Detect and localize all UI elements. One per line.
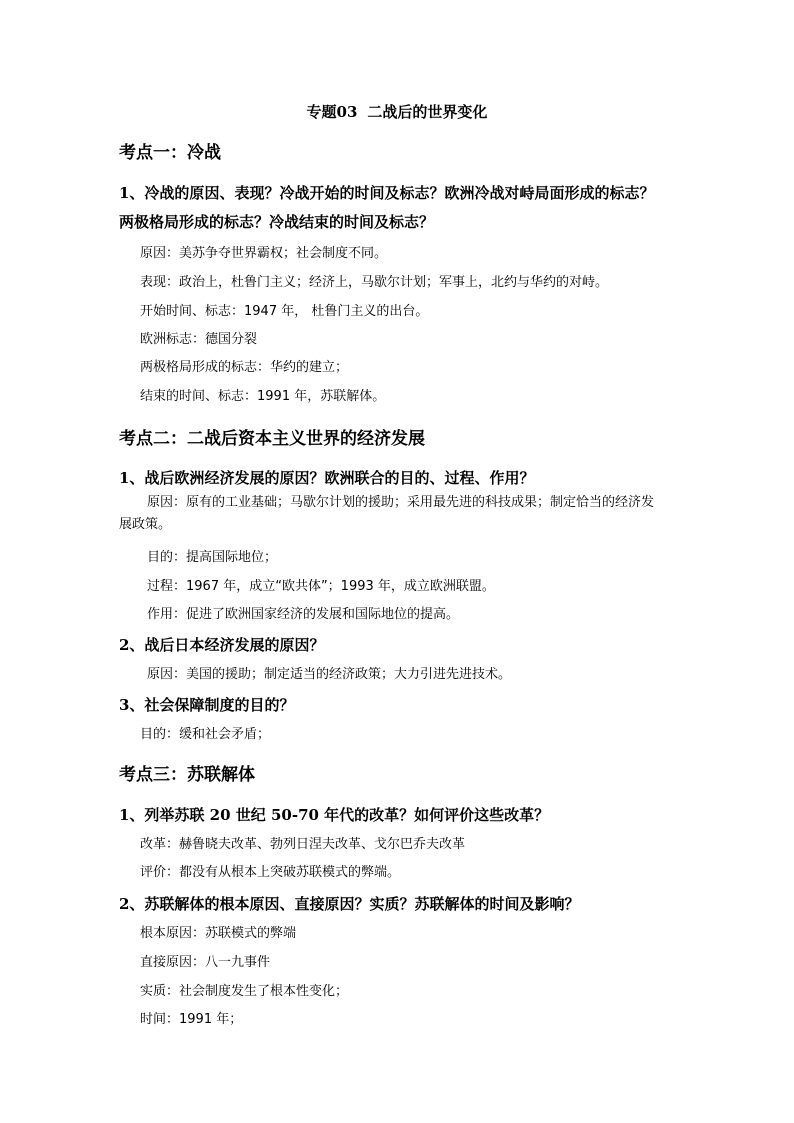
answer-line: 目的：缓和社会矛盾； [140,727,271,742]
answer-line: 两极格局形成的标志：华约的建立； [140,360,349,375]
answer-line: 时间：1991 年； [140,1012,243,1027]
question-heading: 2、苏联解体的根本原因、直接原因？实质？苏联解体的时间及影响？ [119,895,580,913]
answer-line: 表现：政治上，杜鲁门主义；经济上，马歇尔计划；军事上，北约与华约的对峙。 [140,275,609,290]
question-heading: 1、冷战的原因、表现？冷战开始的时间及标志？欧洲冷战对峙局面形成的标志？ [119,184,655,202]
answer-line: 改革：赫鲁晓夫改革、勃列日涅夫改革、戈尔巴乔夫改革 [140,837,466,852]
answer-line: 欧洲标志：德国分裂 [140,332,258,347]
answer-line: 根本原因：苏联模式的弊端 [140,926,297,941]
answer-paragraph: 原因：原有的工业基础；马歇尔计划的援助；采用最先进的科技成果；制定恰当的经济发展政策。 [119,495,655,532]
answer-line: 过程：1967 年，成立“欧共体”；1993 年，成立欧洲联盟。 [147,579,495,594]
question-heading: 1、战后欧洲经济发展的原因？欧洲联合的目的、过程、作用？ [119,469,535,487]
question-heading: 2、战后日本经济发展的原因？ [119,636,325,654]
section-heading-soviet-collapse: 考点三：苏联解体 [119,765,255,785]
section-heading-capitalist-economy: 考点二：二战后资本主义世界的经济发展 [119,429,425,449]
question-heading: 3、社会保障制度的目的？ [119,696,295,714]
answer-line: 目的：提高国际地位； [147,550,278,565]
answer-line: 作用：促进了欧洲国家经济的发展和国际地位的提高。 [147,607,460,622]
answer-line: 结束的时间、标志：1991 年，苏联解体。 [140,389,386,404]
answer-line: 原因：美国的援助；制定适当的经济政策；大力引进先进技术。 [147,667,512,682]
answer-line: 实质：社会制度发生了根本性变化； [140,984,349,999]
answer-line: 开始时间、标志：1947 年， 杜鲁门主义的出台。 [140,304,429,319]
answer-line: 直接原因：八一九事件 [140,955,271,970]
question-heading-continued: 两极格局形成的标志？冷战结束的时间及标志？ [119,213,435,231]
document-title [0,101,794,122]
title-topic-name: 二战后的世界变化 [367,103,488,121]
title-topic-number: 专题03 [306,103,358,121]
section-heading-cold-war: 考点一：冷战 [119,143,221,163]
answer-line: 原因：美苏争夺世界霸权；社会制度不同。 [140,246,388,261]
question-heading: 1、列举苏联 20 世纪 50-70 年代的改革？如何评价这些改革？ [119,806,550,824]
answer-line: 评价：都没有从根本上突破苏联模式的弊端。 [140,865,401,880]
